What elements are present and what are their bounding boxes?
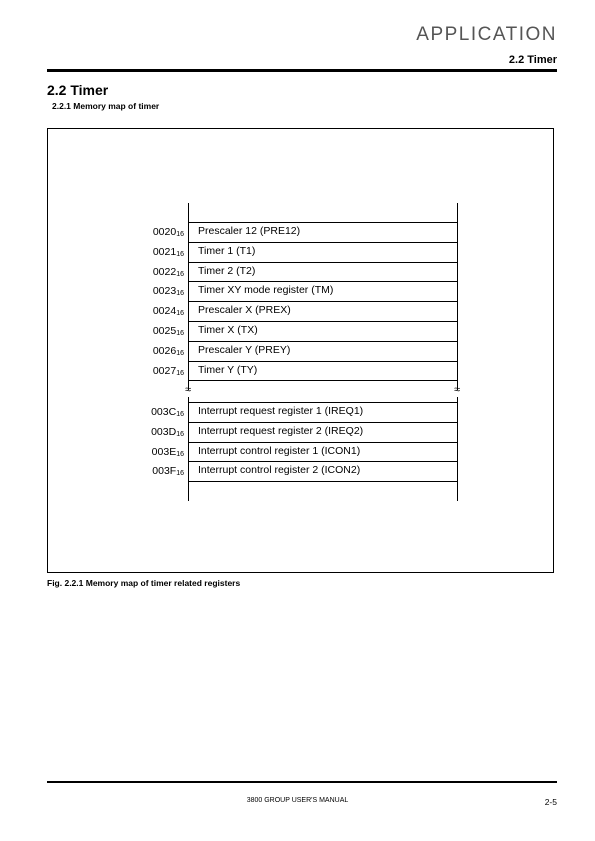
address-value: 0026 [152, 344, 177, 357]
map-left-edge-lower [188, 397, 189, 501]
page-number: 2-5 [544, 797, 557, 807]
section-title: 2.2 Timer [47, 82, 109, 98]
subsection-title: 2.2.1 Memory map of timer [52, 101, 160, 111]
register-name: Prescaler Y (PREY) [198, 343, 291, 356]
register-divider [188, 422, 457, 423]
map-left-edge-upper [188, 203, 189, 390]
register-divider [188, 301, 457, 302]
register-name: Timer X (TX) [198, 324, 258, 336]
register-address [48, 266, 184, 278]
register-name: Timer 2 (T2) [198, 264, 256, 277]
register-divider [188, 281, 457, 282]
address-base-subscript: 16 [176, 250, 184, 258]
register-address [48, 305, 184, 317]
register-name: Prescaler 12 (PRE12) [198, 225, 301, 237]
address-value: 0021 [152, 245, 177, 258]
running-section-title: 2.2 Timer [508, 54, 557, 66]
register-divider [188, 402, 457, 403]
register-name: Interrupt request register 1 (IREQ1) [198, 405, 364, 417]
address-base-subscript: 16 [176, 231, 184, 238]
register-divider [188, 361, 457, 362]
register-divider [188, 481, 457, 482]
register-divider [188, 380, 457, 381]
address-base-subscript: 16 [176, 411, 184, 418]
register-name: Timer 1 (T1) [198, 244, 256, 257]
address-base-subscript: 16 [176, 330, 184, 337]
address-value: 0024 [152, 305, 177, 318]
register-address [48, 406, 184, 418]
register-divider [188, 461, 457, 462]
address-value: 003E [151, 445, 177, 458]
register-address [48, 246, 184, 258]
register-address [48, 426, 184, 438]
register-name: Timer Y (TY) [198, 363, 258, 376]
header-rule [47, 69, 557, 72]
register-name: Interrupt control register 1 (ICON1) [198, 444, 361, 457]
register-address [48, 465, 184, 477]
register-address [48, 285, 184, 297]
register-address [48, 226, 184, 238]
address-base-subscript: 16 [176, 369, 184, 377]
register-address [48, 446, 184, 458]
register-address [48, 325, 184, 337]
map-right-edge-upper [457, 203, 458, 390]
register-address [48, 365, 184, 377]
address-base-subscript: 16 [176, 349, 184, 357]
address-value: 003D [151, 425, 177, 438]
address-base-subscript: 16 [176, 290, 184, 298]
register-divider [188, 222, 457, 223]
address-value: 0025 [152, 325, 177, 337]
address-base-subscript: 16 [176, 430, 184, 438]
register-name: Interrupt control register 2 (ICON2) [198, 464, 361, 477]
address-base-subscript: 16 [176, 470, 184, 478]
map-right-edge-lower [457, 397, 458, 501]
register-divider [188, 321, 457, 322]
address-base-subscript: 16 [176, 270, 184, 278]
register-divider [188, 442, 457, 443]
address-base-subscript: 16 [176, 450, 184, 458]
address-value: 0020 [152, 226, 177, 238]
address-value: 0022 [152, 265, 177, 278]
address-value: 0027 [152, 364, 177, 377]
register-divider [188, 262, 457, 263]
manual-title: 3800 GROUP USER'S MANUAL [246, 797, 349, 804]
address-base-subscript: 16 [176, 310, 184, 318]
register-address [48, 345, 184, 357]
footer-rule [47, 781, 557, 783]
address-gap-break: ≈ [454, 384, 461, 396]
figure-caption: Fig. 2.2.1 Memory map of timer related registers [47, 578, 241, 588]
application-header: APPLICATION [416, 24, 557, 45]
register-name: Interrupt request register 2 (IREQ2) [198, 424, 364, 437]
register-name: Prescaler X (PREX) [198, 304, 291, 317]
address-value: 003C [151, 406, 177, 418]
register-name: Timer XY mode register (TM) [198, 284, 334, 297]
address-value: 0023 [152, 285, 177, 298]
address-value: 003F [152, 465, 177, 478]
address-gap-break: ≈ [185, 384, 192, 396]
memory-map-figure [47, 128, 554, 573]
register-divider [188, 242, 457, 243]
register-divider [188, 341, 457, 342]
